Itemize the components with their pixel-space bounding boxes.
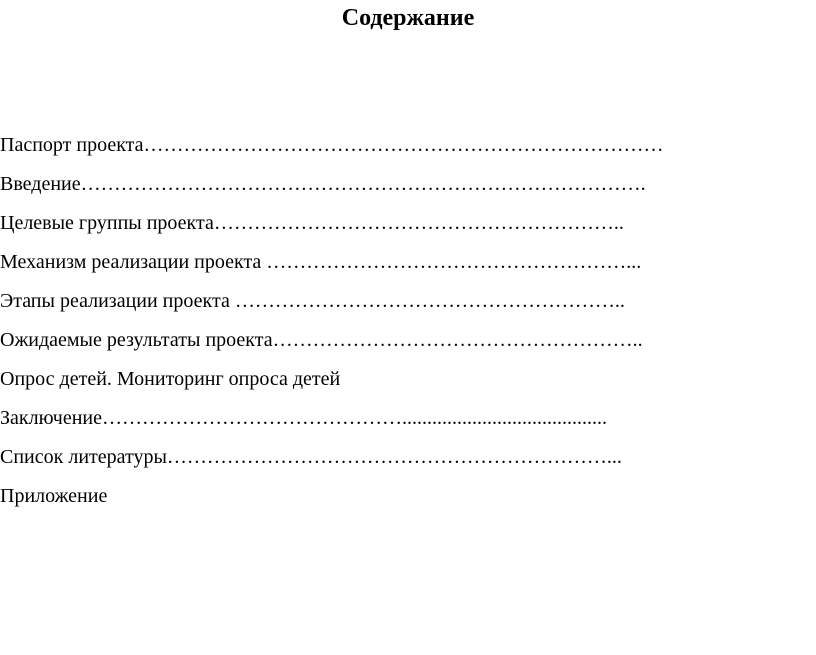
toc-item-appendix [0, 483, 780, 522]
toc-item-passport [0, 132, 780, 171]
toc-item-text: Этапы реализации проекта ………………………………………………….. [0, 290, 625, 312]
toc-item-text: Приложение [0, 485, 108, 507]
toc-item-text: Опрос детей. Мониторинг опроса детей [0, 368, 341, 390]
toc-item-target-groups [0, 210, 780, 249]
toc-item-introduction [0, 171, 780, 210]
toc-item-stages [0, 288, 780, 327]
toc-item-text: Заключение………………………………………......................................... [0, 407, 607, 429]
table-of-contents [0, 132, 780, 522]
toc-item-text: Паспорт проекта…………………………………………………………………… [0, 134, 664, 156]
toc-item-text: Ожидаемые результаты проекта……………………………………………….. [0, 329, 643, 351]
toc-item-bibliography [0, 444, 780, 483]
toc-item-text: Введение…………………………………………………………………………. [0, 173, 646, 195]
toc-item-conclusion [0, 405, 780, 444]
toc-item-expected-results [0, 327, 780, 366]
toc-item-text: Список литературы…………………………………………………………... [0, 446, 622, 468]
document-title: Содержание [341, 5, 475, 31]
toc-item-text: Целевые группы проекта…………………………………………………….. [0, 212, 624, 234]
toc-item-text: Механизм реализации проекта ………………………………………………... [0, 251, 642, 273]
toc-item-survey [0, 366, 780, 405]
toc-item-mechanism [0, 249, 780, 288]
